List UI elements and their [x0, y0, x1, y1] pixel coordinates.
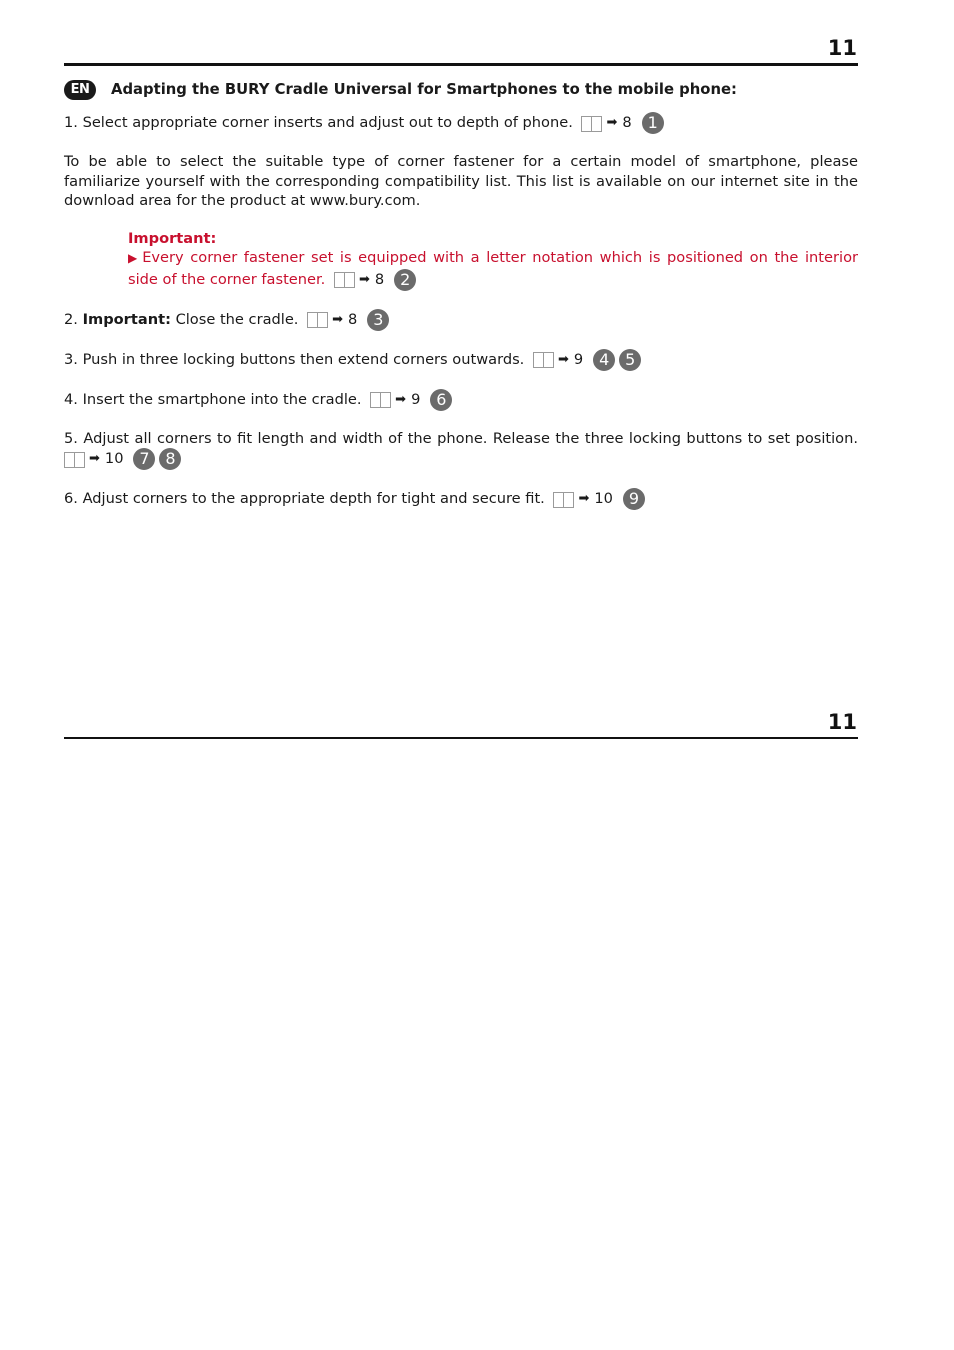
book-icon — [64, 452, 84, 467]
book-icon — [553, 492, 573, 507]
book-icon — [370, 392, 390, 407]
step-4-text: 4. Insert the smartphone into the cradle. — [64, 390, 362, 408]
reference-page-number: 10 — [104, 450, 124, 468]
page-reference — [549, 488, 644, 510]
step-3-text: 3. Push in three locking buttons then extend corners outwards. — [64, 350, 525, 368]
reference-page-number: 10 — [594, 490, 613, 508]
step-2-prefix: 2. — [64, 310, 78, 328]
step-1 — [64, 112, 858, 134]
page-reference — [64, 448, 181, 470]
arrow-right-icon: ➡ — [395, 391, 407, 407]
figure-number-circle: 9 — [623, 488, 645, 510]
section-title: Adapting the BURY Cradle Universal for Smartphones to the mobile phone: — [111, 81, 737, 99]
page-reference — [529, 349, 641, 371]
page-reference — [330, 269, 416, 291]
arrow-right-icon: ➡ — [578, 491, 590, 507]
figure-number-circle: 6 — [430, 389, 452, 411]
book-icon — [334, 272, 354, 287]
step-2-text: Close the cradle. — [175, 310, 299, 328]
reference-page-number: 9 — [573, 350, 584, 368]
triangle-right-icon: ▶ — [128, 251, 140, 265]
reference-page-number: 9 — [411, 390, 421, 408]
step-5-text: 5. Adjust all corners to fit length and width of the phone. Release the three locking buttons to set position. — [64, 429, 858, 447]
step-3 — [64, 349, 858, 371]
figure-number-circle: 3 — [367, 309, 389, 331]
book-icon — [581, 116, 601, 131]
header-rule — [64, 63, 858, 66]
compatibility-paragraph: To be able to select the suitable type of corner fastener for a certain model of smartphone, please familiarize yourself with the corresponding compatibility list. This list is available on our internet site in the download area for the product at www.bury.com. — [64, 153, 858, 209]
step-4 — [64, 389, 858, 411]
important-note — [128, 229, 858, 291]
figure-number-circle: 4 — [593, 349, 615, 371]
important-label: Important: — [128, 229, 217, 247]
reference-page-number: 8 — [622, 114, 632, 132]
book-icon — [533, 352, 553, 367]
reference-page-number: 8 — [374, 270, 385, 288]
figure-number-circle: 8 — [159, 448, 181, 470]
page-reference — [366, 389, 452, 411]
page-reference — [303, 309, 389, 331]
section-heading — [64, 80, 858, 100]
arrow-right-icon: ➡ — [557, 351, 569, 367]
instructions-content — [64, 80, 858, 528]
step-2-important: Important: — [82, 310, 171, 328]
book-icon — [307, 312, 327, 327]
arrow-right-icon: ➡ — [606, 115, 618, 131]
step-6 — [64, 488, 858, 510]
figure-number-circle: 1 — [642, 112, 664, 134]
arrow-right-icon: ➡ — [358, 271, 370, 287]
footer-rule — [64, 737, 858, 739]
figure-number-circle: 5 — [619, 349, 641, 371]
step-5 — [64, 429, 858, 471]
language-badge: EN — [64, 80, 96, 100]
arrow-right-icon: ➡ — [332, 311, 343, 327]
arrow-right-icon: ➡ — [89, 451, 100, 467]
reference-page-number: 8 — [348, 310, 358, 328]
page-number-top: 11 — [827, 36, 857, 60]
step-6-text: 6. Adjust corners to the appropriate depth for tight and secure fit. — [64, 490, 545, 507]
important-text: Every corner fastener set is equipped with a letter notation which is positioned on the interior side of the corner fastener. — [128, 249, 858, 288]
step-1-text: 1. Select appropriate corner inserts and adjust out to depth of phone. — [64, 114, 573, 131]
figure-number-circle: 2 — [394, 269, 416, 291]
page-reference — [577, 112, 663, 134]
figure-number-circle: 7 — [133, 448, 155, 470]
page-number-bottom: 11 — [827, 710, 857, 734]
step-2 — [64, 309, 858, 331]
